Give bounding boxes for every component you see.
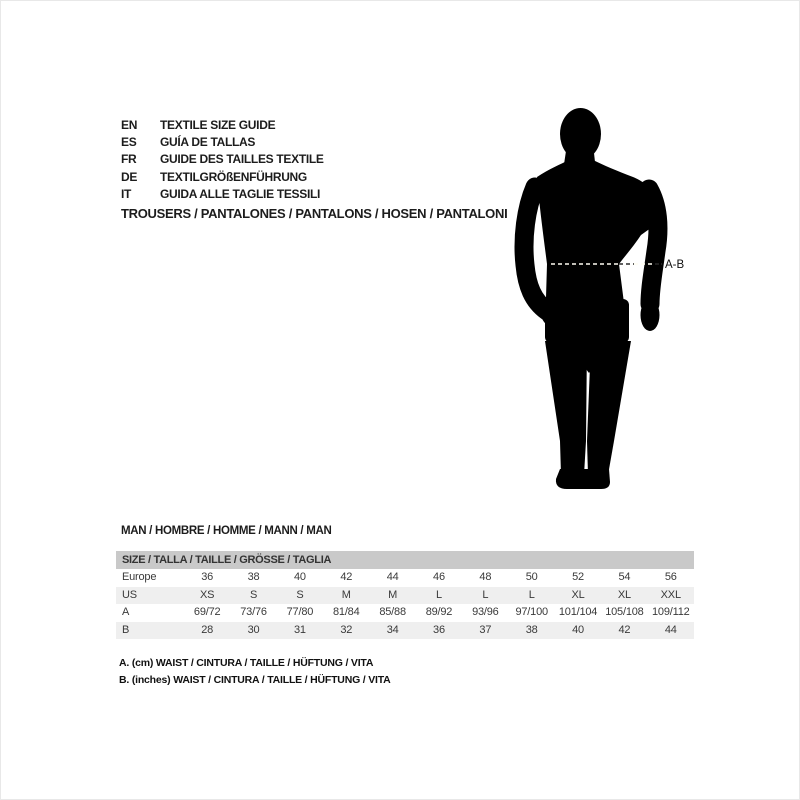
- table-cell: 69/72: [193, 606, 221, 618]
- language-code: ES: [121, 135, 137, 150]
- silhouette-right-leg: [587, 341, 631, 475]
- table-cell: 105/108: [605, 606, 644, 618]
- table-cell: XL: [571, 588, 585, 601]
- table-cell: 101/104: [558, 606, 598, 618]
- table-cell: 89/92: [425, 606, 453, 618]
- table-cell: 30: [247, 623, 260, 636]
- silhouette-left-leg: [545, 341, 587, 475]
- table-cell: 36: [201, 571, 214, 583]
- table-cell: 46: [433, 571, 445, 583]
- section-heading: MAN / HOMBRE / HOMME / MANN / MAN: [121, 525, 332, 537]
- table-cell: L: [528, 588, 535, 601]
- table-row: [116, 622, 694, 640]
- language-label: GUIDE DES TAILLES TEXTILE: [160, 152, 324, 167]
- language-label: TEXTILE SIZE GUIDE: [160, 117, 276, 132]
- table-cell: 37: [479, 623, 492, 636]
- table-cell: 44: [386, 571, 399, 583]
- language-list: [121, 116, 324, 203]
- table-cell: 97/100: [515, 606, 548, 618]
- garment-heading: TROUSERS / PANTALONES / PANTALONS / HOSEN / PANTALONI: [121, 206, 508, 221]
- language-code: FR: [121, 152, 137, 167]
- table-cell: 109/112: [652, 606, 690, 618]
- table-cell: 42: [340, 571, 353, 583]
- table-cell: 77/80: [286, 606, 314, 618]
- table-cell: 93/96: [472, 606, 499, 618]
- language-row: [121, 168, 324, 185]
- waist-measure-label: A-B: [665, 259, 685, 271]
- language-label: GUÍA DE TALLAS: [160, 135, 256, 150]
- table-cell: 73/76: [240, 606, 267, 618]
- table-cell: 42: [618, 623, 631, 636]
- table-cell: 28: [201, 623, 214, 636]
- measurement-note: A. (cm) WAIST / CINTURA / TAILLE / HÜFTUNG / VITA: [119, 657, 374, 669]
- silhouette-feet: [556, 469, 610, 489]
- table-cell: 85/88: [379, 606, 406, 618]
- language-label: TEXTILGRÖßENFÜHRUNG: [160, 169, 307, 184]
- table-cell: 81/84: [332, 606, 360, 618]
- table-row-label: A: [122, 606, 130, 618]
- table-cell: M: [388, 588, 398, 601]
- table-cell: XS: [200, 588, 215, 601]
- silhouette-right-arm: [649, 189, 658, 304]
- table-cell: 40: [293, 571, 306, 583]
- table-row-label: Europe: [122, 571, 157, 583]
- size-table-body: [116, 569, 694, 639]
- measurement-notes: [119, 655, 391, 688]
- language-row: [121, 116, 324, 133]
- size-table-header: SIZE / TALLA / TAILLE / GRÖSSE / TAGLIA: [116, 551, 694, 569]
- table-cell: S: [249, 588, 258, 601]
- table-cell: 52: [572, 571, 584, 583]
- table-cell: 56: [664, 571, 677, 583]
- language-code: IT: [121, 187, 132, 202]
- table-cell: 36: [433, 623, 445, 636]
- table-cell: 34: [386, 623, 399, 636]
- language-row: [121, 133, 324, 150]
- silhouette-pelvis: [545, 299, 629, 343]
- language-row: [121, 186, 324, 203]
- table-row-label: US: [122, 588, 137, 601]
- language-label: GUIDA ALLE TAGLIE TESSILI: [160, 187, 321, 202]
- table-row: [116, 569, 694, 587]
- table-cell: XL: [617, 588, 631, 601]
- table-cell: L: [436, 588, 442, 601]
- table-cell: M: [341, 588, 351, 601]
- table-cell: 32: [340, 623, 353, 636]
- table-cell: 40: [572, 623, 584, 636]
- table-cell: 31: [293, 623, 306, 636]
- language-code: EN: [121, 117, 138, 132]
- table-cell: 38: [525, 623, 538, 636]
- man-silhouette: [524, 108, 661, 489]
- silhouette-right-hand: [641, 299, 660, 331]
- table-cell: 50: [525, 571, 538, 583]
- table-row: [116, 604, 694, 622]
- table-cell: 44: [664, 623, 677, 636]
- measurement-note: B. (inches) WAIST / CINTURA / TAILLE / HÜFTUNG / VITA: [119, 673, 391, 686]
- table-row-label: B: [122, 623, 130, 636]
- table-cell: 48: [479, 571, 492, 583]
- man-silhouette-figure: [503, 103, 703, 501]
- size-table: [116, 551, 694, 639]
- table-cell: 54: [618, 571, 631, 583]
- language-row: [121, 151, 324, 168]
- language-code: DE: [121, 169, 138, 184]
- table-cell: XXL: [660, 588, 681, 601]
- table-cell: L: [482, 588, 489, 601]
- table-cell: 38: [247, 571, 260, 583]
- table-row: [116, 587, 694, 605]
- table-cell: S: [296, 588, 304, 601]
